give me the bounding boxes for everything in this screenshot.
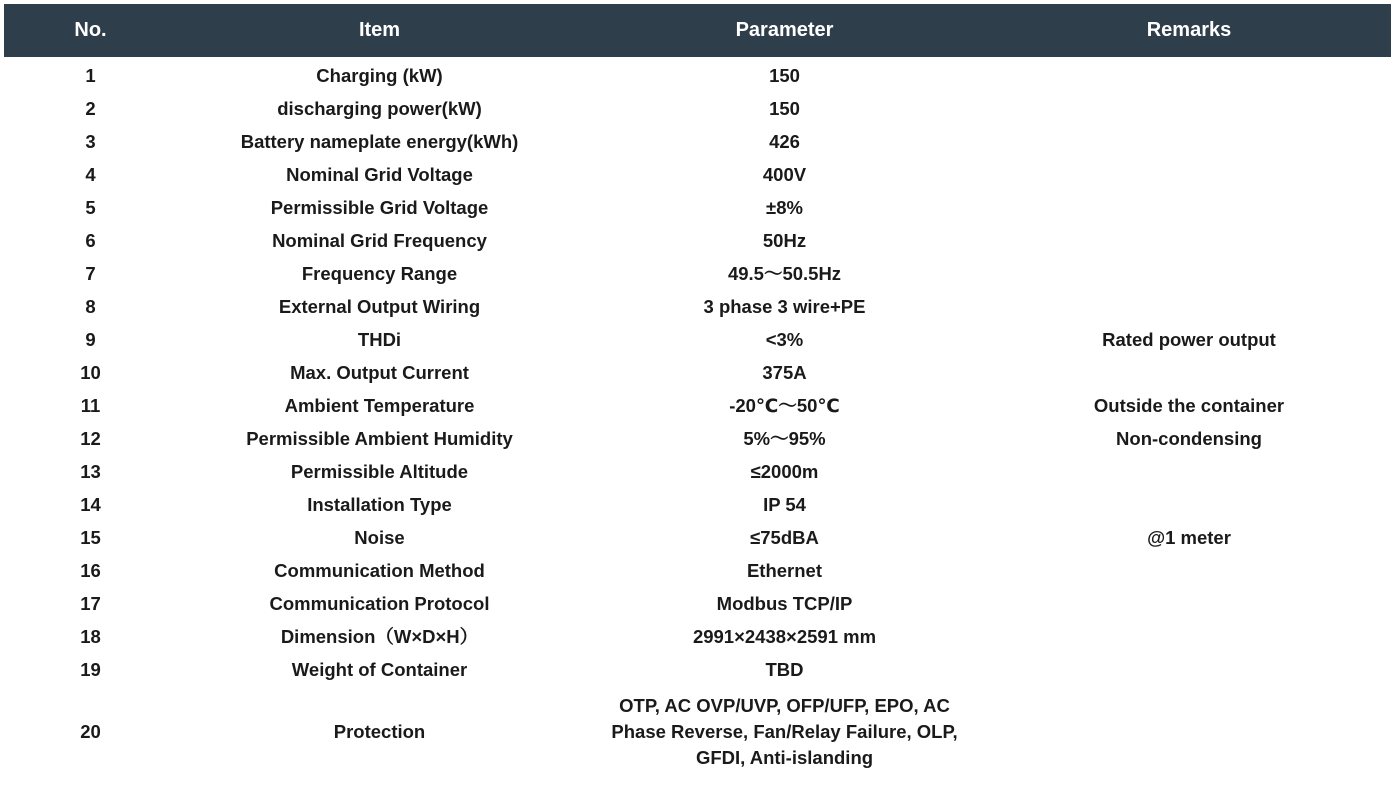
cell-parameter: 150 [769, 64, 800, 86]
cell-no: 5 [85, 196, 96, 218]
cell-no: 10 [80, 361, 101, 383]
cell-remarks [987, 488, 1391, 521]
table-row [4, 389, 1391, 422]
cell-item: External Output Wiring [278, 295, 481, 317]
cell-item: Frequency Range [301, 262, 458, 284]
cell-remarks [987, 224, 1391, 257]
cell-item: Protection [333, 721, 426, 742]
cell-remarks [987, 455, 1391, 488]
cell-remarks [987, 686, 1391, 778]
cell-parameter: ±8% [766, 196, 803, 218]
cell-remarks [987, 290, 1391, 323]
cell-no: 9 [85, 328, 96, 350]
cell-no: 17 [80, 592, 101, 614]
table-row [4, 356, 1391, 389]
cell-parameter: 426 [769, 130, 800, 152]
cell-remarks [987, 653, 1391, 686]
cell-remarks [987, 158, 1391, 191]
cell-parameter: 50Hz [762, 229, 807, 251]
cell-remarks [987, 92, 1391, 125]
cell-remarks [987, 620, 1391, 653]
cell-item: Nominal Grid Frequency [272, 229, 487, 251]
cell-no: 3 [85, 130, 96, 152]
cell-remarks: Outside the container [1093, 394, 1285, 416]
cell-parameter: TBD [765, 658, 804, 680]
cell-no: 16 [80, 559, 101, 581]
table-row [4, 125, 1391, 158]
table-row [4, 57, 1391, 92]
table-row [4, 422, 1391, 455]
cell-item: THDi [357, 328, 402, 350]
cell-parameter: 375A [762, 361, 807, 383]
cell-item: Permissible Grid Voltage [270, 196, 489, 218]
table-row [4, 554, 1391, 587]
cell-parameter: Modbus TCP/IP [716, 592, 853, 614]
table-header [4, 4, 1391, 57]
cell-remarks [987, 191, 1391, 224]
table-row [4, 587, 1391, 620]
cell-item: Max. Output Current [290, 361, 469, 383]
header-row [4, 4, 1391, 57]
table-row [4, 224, 1391, 257]
cell-parameter: <3% [765, 328, 804, 350]
cell-remarks [987, 356, 1391, 389]
cell-no: 11 [80, 394, 101, 416]
cell-no: 20 [80, 721, 101, 742]
cell-parameter: 400V [762, 163, 807, 185]
table-row [4, 686, 1391, 778]
cell-remarks [987, 257, 1391, 290]
table-row [4, 455, 1391, 488]
table-row [4, 521, 1391, 554]
cell-item: Battery nameplate energy(kWh) [240, 130, 519, 152]
cell-no: 1 [85, 64, 96, 86]
cell-parameter: Ethernet [746, 559, 823, 581]
cell-item: Communication Protocol [269, 592, 490, 614]
cell-remarks: Rated power output [1102, 328, 1276, 350]
table-row [4, 257, 1391, 290]
cell-parameter: 150 [769, 97, 800, 119]
cell-no: 19 [80, 658, 101, 680]
cell-item: Permissible Ambient Humidity [246, 427, 513, 449]
cell-remarks [987, 587, 1391, 620]
cell-no: 2 [85, 97, 96, 119]
cell-remarks [987, 125, 1391, 158]
cell-item: Charging (kW) [316, 64, 443, 86]
cell-parameter: 2991×2438×2591 mm [692, 625, 877, 647]
cell-item: Installation Type [307, 493, 452, 515]
cell-item: discharging power(kW) [277, 97, 482, 119]
cell-no: 7 [85, 262, 96, 284]
header-remarks: Remarks [987, 4, 1391, 57]
header-parameter: Parameter [582, 4, 987, 57]
table-row [4, 290, 1391, 323]
cell-remarks: @1 meter [1147, 526, 1231, 548]
cell-parameter: 5%～95% [743, 427, 826, 449]
cell-parameter [582, 686, 987, 778]
cell-item: Dimension（W×D×H） [280, 625, 479, 647]
cell-remarks [987, 57, 1391, 92]
spec-table [4, 4, 1391, 778]
table-row [4, 653, 1391, 686]
header-item: Item [177, 4, 582, 57]
cell-no: 18 [80, 625, 101, 647]
cell-item: Nominal Grid Voltage [286, 163, 473, 185]
table-row [4, 488, 1391, 521]
cell-parameter-text: OTP, AC OVP/UVP, OFP/UFP, EPO, AC Phase Reverse, Fan/Relay Failure, OLP, GFDI, Anti-islanding [611, 695, 958, 768]
cell-remarks [987, 554, 1391, 587]
cell-no: 6 [85, 229, 96, 251]
cell-item: Communication Method [274, 559, 485, 581]
header-no: No. [4, 4, 177, 57]
table-row [4, 158, 1391, 191]
cell-parameter: 3 phase 3 wire+PE [703, 295, 866, 317]
table-row [4, 92, 1391, 125]
table-row [4, 620, 1391, 653]
cell-no: 13 [80, 460, 101, 482]
cell-item: Noise [354, 526, 405, 548]
cell-no: 15 [80, 526, 101, 548]
table-body [4, 57, 1391, 778]
cell-item: Weight of Container [291, 658, 468, 680]
cell-no: 8 [85, 295, 96, 317]
table-row [4, 323, 1391, 356]
cell-parameter: 49.5～50.5Hz [727, 262, 842, 284]
cell-no: 14 [80, 493, 101, 515]
cell-parameter: -20℃～50℃ [729, 394, 840, 416]
cell-item: Ambient Temperature [284, 394, 475, 416]
cell-parameter: IP 54 [763, 493, 806, 515]
cell-item: Permissible Altitude [290, 460, 469, 482]
cell-no: 4 [85, 163, 96, 185]
cell-parameter: ≤2000m [750, 460, 819, 482]
table-row [4, 191, 1391, 224]
cell-remarks: Non-condensing [1116, 427, 1262, 449]
cell-no: 12 [80, 427, 101, 449]
cell-parameter: ≤75dBA [750, 526, 819, 548]
